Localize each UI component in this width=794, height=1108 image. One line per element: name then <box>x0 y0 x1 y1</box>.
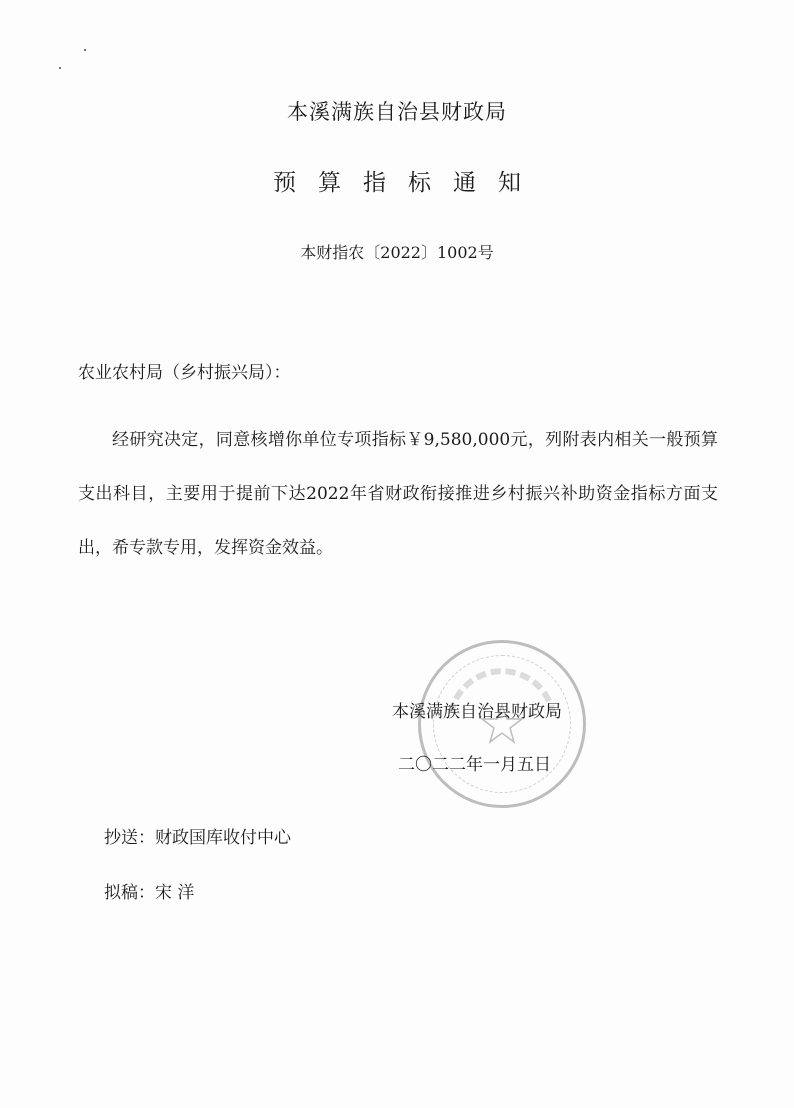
body-paragraph: 经研究决定，同意核增你单位专项指标￥9,580,000元，列附表内相关一般预算支出科目，主要用于提前下达2022年省财政衔接推进乡村振兴补助资金指标方面支出，希专款专用，发挥资金效益。 <box>78 430 718 558</box>
document-number: 本财指农〔2022〕1002号 <box>300 243 494 262</box>
cc-line: 抄送：财政国库收付中心 <box>104 828 291 848</box>
drafter-line: 拟稿：宋 洋 <box>104 883 195 903</box>
seal-star-icon <box>421 643 583 805</box>
issuer-name: 本溪满族自治县财政局 <box>287 100 507 124</box>
scan-speck <box>84 49 86 51</box>
signature-date: 二〇二二年一月五日 <box>398 755 551 775</box>
signature-org: 本溪满族自治县财政局 <box>392 702 562 722</box>
scan-speck <box>59 67 61 69</box>
recipient-line: 农业农村局（乡村振兴局）： <box>78 363 291 383</box>
official-seal <box>418 640 586 808</box>
document-title: 预算指标通知 <box>273 170 543 196</box>
